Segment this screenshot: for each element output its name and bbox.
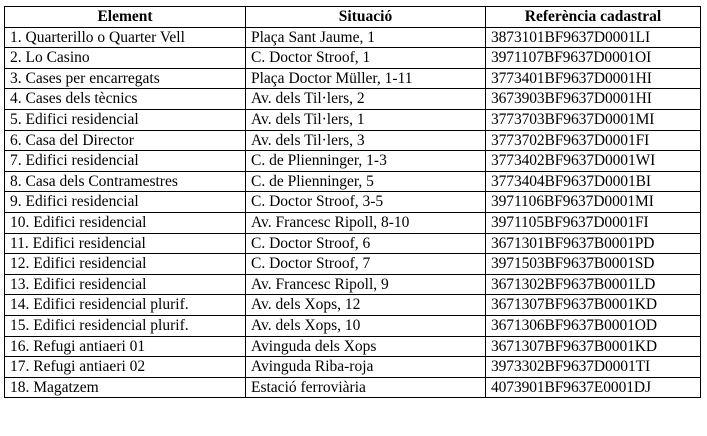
- referencia-cell: 3971106BF9637D0001MI: [486, 192, 701, 213]
- table-row: [5, 151, 701, 172]
- referencia-cell: 4073901BF9637E0001DJ: [486, 377, 701, 398]
- referencia-cell: 3971107BF9637D0001OI: [486, 48, 701, 69]
- situacio-cell: Estació ferroviària: [246, 377, 486, 398]
- referencia-cell: 3971105BF9637D0001FI: [486, 212, 701, 233]
- element-cell: 16. Refugi antiaeri 01: [5, 336, 246, 357]
- referencia-cell: 3773401BF9637D0001HI: [486, 68, 701, 89]
- element-cell: 10. Edifici residencial: [5, 212, 246, 233]
- table-row: [5, 212, 701, 233]
- element-cell: 6. Casa del Director: [5, 130, 246, 151]
- table-row: [5, 171, 701, 192]
- table-row: [5, 68, 701, 89]
- element-cell: 18. Magatzem: [5, 377, 246, 398]
- table-row: [5, 274, 701, 295]
- element-cell: 4. Cases dels tècnics: [5, 89, 246, 110]
- cadastral-table: [4, 6, 701, 398]
- situacio-cell: Avinguda Riba-roja: [246, 357, 486, 378]
- situacio-cell: Av. dels Til·lers, 2: [246, 89, 486, 110]
- table-row: [5, 48, 701, 69]
- situacio-cell: Plaça Sant Jaume, 1: [246, 27, 486, 48]
- table-row: [5, 295, 701, 316]
- header-situacio: Situació: [246, 7, 486, 28]
- table-body: [5, 27, 701, 398]
- situacio-cell: C. Doctor Stroof, 6: [246, 233, 486, 254]
- table-row: [5, 89, 701, 110]
- element-cell: 9. Edifici residencial: [5, 192, 246, 213]
- situacio-cell: Av. Francesc Ripoll, 9: [246, 274, 486, 295]
- table-row: [5, 27, 701, 48]
- situacio-cell: Plaça Doctor Müller, 1-11: [246, 68, 486, 89]
- referencia-cell: 3671307BF9637B0001KD: [486, 336, 701, 357]
- referencia-cell: 3773402BF9637D0001WI: [486, 151, 701, 172]
- situacio-cell: Av. dels Xops, 12: [246, 295, 486, 316]
- referencia-cell: 3673903BF9637D0001HI: [486, 89, 701, 110]
- situacio-cell: C. de Plienninger, 1-3: [246, 151, 486, 172]
- cadastral-table-container: [4, 6, 701, 398]
- element-cell: 17. Refugi antiaeri 02: [5, 357, 246, 378]
- referencia-cell: 3773702BF9637D0001FI: [486, 130, 701, 151]
- situacio-cell: Av. dels Xops, 10: [246, 315, 486, 336]
- header-referencia-cadastral: Referència cadastral: [486, 7, 701, 28]
- situacio-cell: Av. dels Til·lers, 3: [246, 130, 486, 151]
- table-header-row: [5, 7, 701, 28]
- table-row: [5, 192, 701, 213]
- element-cell: 1. Quarterillo o Quarter Vell: [5, 27, 246, 48]
- element-cell: 8. Casa dels Contramestres: [5, 171, 246, 192]
- element-cell: 5. Edifici residencial: [5, 109, 246, 130]
- element-cell: 15. Edifici residencial plurif.: [5, 315, 246, 336]
- element-cell: 11. Edifici residencial: [5, 233, 246, 254]
- table-row: [5, 377, 701, 398]
- referencia-cell: 3671307BF9637B0001KD: [486, 295, 701, 316]
- referencia-cell: 3671306BF9637B0001OD: [486, 315, 701, 336]
- element-cell: 2. Lo Casino: [5, 48, 246, 69]
- table-row: [5, 254, 701, 275]
- referencia-cell: 3671302BF9637B0001LD: [486, 274, 701, 295]
- situacio-cell: C. Doctor Stroof, 1: [246, 48, 486, 69]
- situacio-cell: C. de Plienninger, 5: [246, 171, 486, 192]
- element-cell: 12. Edifici residencial: [5, 254, 246, 275]
- referencia-cell: 3973302BF9637D0001TI: [486, 357, 701, 378]
- referencia-cell: 3773404BF9637D0001BI: [486, 171, 701, 192]
- element-cell: 7. Edifici residencial: [5, 151, 246, 172]
- table-row: [5, 315, 701, 336]
- table-row: [5, 109, 701, 130]
- element-cell: 14. Edifici residencial plurif.: [5, 295, 246, 316]
- referencia-cell: 3671301BF9637B0001PD: [486, 233, 701, 254]
- situacio-cell: Avinguda dels Xops: [246, 336, 486, 357]
- element-cell: 3. Cases per encarregats: [5, 68, 246, 89]
- situacio-cell: Av. dels Til·lers, 1: [246, 109, 486, 130]
- situacio-cell: C. Doctor Stroof, 3-5: [246, 192, 486, 213]
- element-cell: 13. Edifici residencial: [5, 274, 246, 295]
- situacio-cell: C. Doctor Stroof, 7: [246, 254, 486, 275]
- situacio-cell: Av. Francesc Ripoll, 8-10: [246, 212, 486, 233]
- table-row: [5, 130, 701, 151]
- table-row: [5, 357, 701, 378]
- table-row: [5, 336, 701, 357]
- header-element: Element: [5, 7, 246, 28]
- table-row: [5, 233, 701, 254]
- referencia-cell: 3873101BF9637D0001LI: [486, 27, 701, 48]
- referencia-cell: 3971503BF9637B0001SD: [486, 254, 701, 275]
- referencia-cell: 3773703BF9637D0001MI: [486, 109, 701, 130]
